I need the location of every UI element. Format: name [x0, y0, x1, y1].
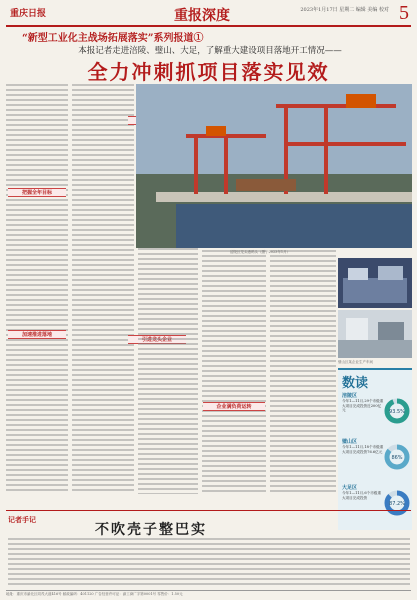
data-box — [338, 368, 412, 530]
data-item-donut — [384, 398, 410, 424]
commentary-headline: 不吹壳子整巴实 — [95, 522, 207, 538]
donut-label: 93.5% — [389, 409, 405, 415]
commentary-kicker: 记者手记 — [8, 515, 36, 524]
body-column-4 — [202, 250, 266, 494]
data-item-text: 今年1—11月,6个市级重大项目完成投资 — [342, 491, 382, 500]
donut-label: 87.2% — [389, 501, 405, 507]
body-column-2 — [72, 84, 134, 494]
subhead: 本报记者走进涪陵、璧山、大足，了解重大建设项目落地开工情况—— — [78, 46, 342, 56]
body-column-5 — [270, 250, 336, 494]
main-photo-caption: 涪陵区龙头港码头（摄于2023年1月） — [230, 250, 291, 254]
data-item-text: 今年1—11月,18个市级重大项目完成投资76.6亿元 — [342, 445, 384, 454]
right-photo-caption: 璧山区某企业生产车间 — [338, 360, 373, 364]
subtitle-box-4: 引进龙头企业 — [128, 335, 186, 344]
section-title: 重报深度 — [174, 8, 230, 24]
issue-info: 2023年1月17日 星期二 编辑 美编 校对 — [300, 7, 389, 13]
subtitle-box-2: 加速推进落地 — [8, 330, 66, 339]
headline: 全力冲刺抓项目落实见效 — [87, 60, 330, 84]
footer: 地址：重庆市渝北区同茂大道416号 邮政编码：401120 广告经营许可证：渝工商广字第0001号 零售价：1.50元 — [6, 590, 411, 597]
subtitle-box-1: 把握全年目标 — [8, 188, 66, 197]
data-box-title: 数读 — [342, 376, 369, 391]
body-column-1 — [6, 84, 68, 494]
paper-name: 重庆日报 — [10, 9, 47, 19]
data-item-donut — [384, 490, 410, 516]
donut-label: 86% — [391, 455, 403, 461]
data-item-name: 大足区 — [342, 485, 358, 491]
data-item-name: 涪陵区 — [342, 393, 358, 399]
port-crane-photo — [136, 84, 412, 248]
commentary-body — [8, 538, 410, 586]
data-item-text: 今年1—11月,29个市级重大项目完成投资近200亿元 — [342, 399, 384, 413]
series-title: “新型工业化主战场拓展落实”系列报道① — [22, 33, 204, 44]
data-item-donut — [384, 444, 410, 470]
masthead — [6, 3, 411, 27]
subtitle-box-5: 企业满负荷运转 — [203, 402, 265, 411]
main-photo — [136, 84, 412, 248]
factory-photo-1 — [338, 258, 412, 308]
data-item-name: 璧山区 — [342, 439, 358, 445]
divider — [6, 510, 411, 511]
factory-photo-2 — [338, 310, 412, 358]
page-number: 5 — [399, 2, 409, 24]
